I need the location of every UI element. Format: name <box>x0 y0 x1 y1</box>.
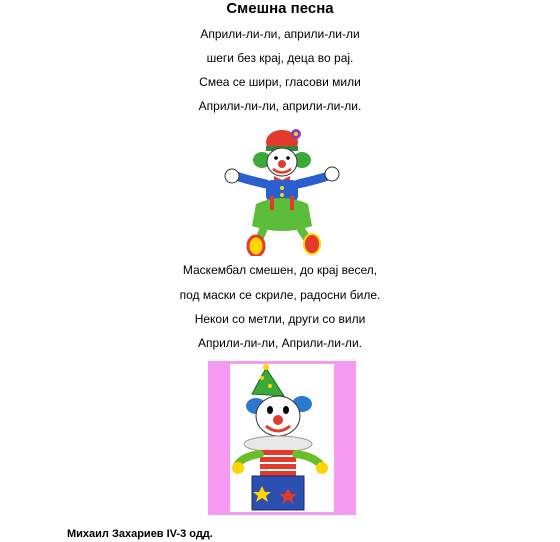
clown-illustration <box>218 124 346 256</box>
stanza1-line-3: Смеа се шири, гласови мили <box>199 75 361 89</box>
stanza2-line-4: Априли-ли-ли, Априли-ли-ли. <box>198 336 362 350</box>
stanza2-line-1: Маскембал смешен, до крај весел, <box>182 263 378 277</box>
stanza2-line-3: Некои со метли, други со вили <box>194 312 366 326</box>
jack-in-the-box-panel <box>230 364 334 512</box>
stanza1-line-4: Априли-ли-ли, априли-ли-ли. <box>198 99 362 113</box>
stanza2-line-2: под маски се скриле, радосни биле. <box>179 288 381 302</box>
stanza1-line-2: шеги без крај, деца во рај. <box>206 51 354 65</box>
stanza1-line-1: Априли-ли-ли, априли-ли-ли <box>200 27 360 41</box>
jack-in-the-box-clown-illustration <box>230 364 334 512</box>
author-signature: Михаил Захариев IV-3 одд. <box>67 528 213 540</box>
jack-in-the-box-frame <box>208 361 356 515</box>
poem-title: Смешна песна <box>226 0 334 17</box>
